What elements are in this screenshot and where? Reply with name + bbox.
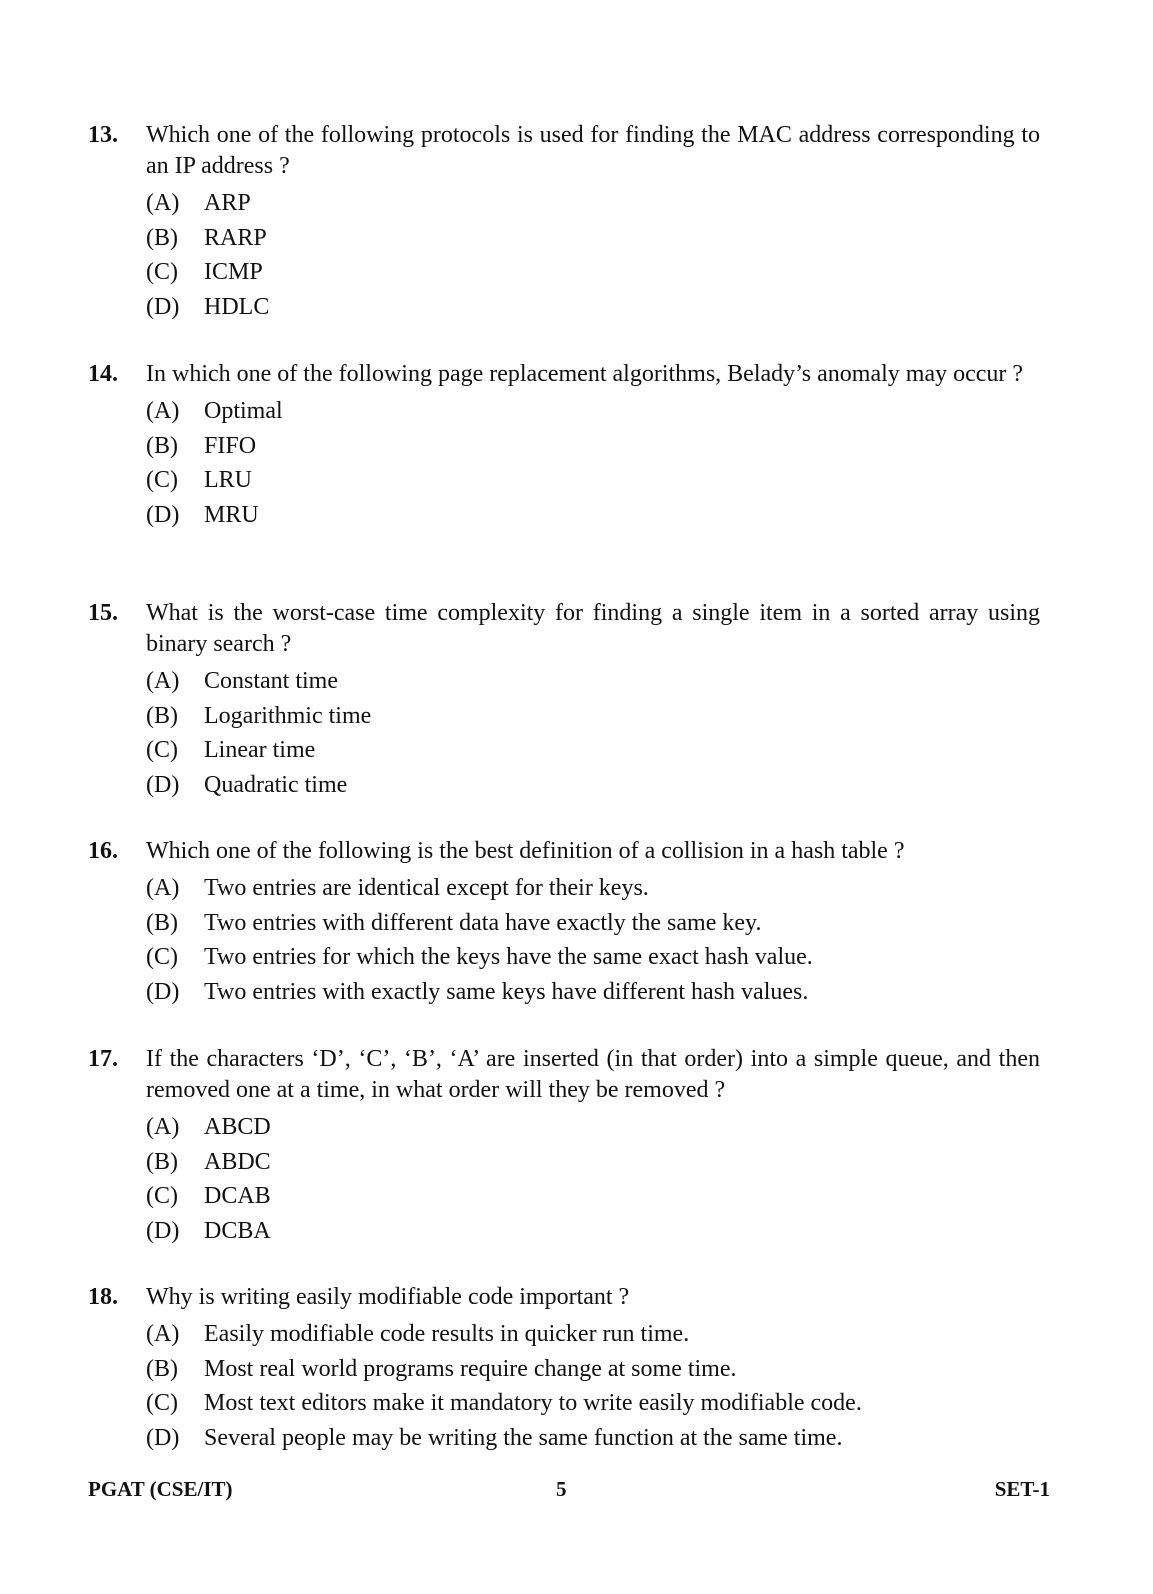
option — [146, 1179, 1040, 1214]
option — [146, 1386, 1040, 1421]
exam-code: PGAT (CSE/IT) — [88, 1477, 233, 1501]
option — [146, 1214, 1040, 1249]
option — [146, 768, 1040, 803]
question-number: 13. — [88, 122, 118, 148]
option — [146, 699, 1040, 734]
option-label: (A) — [146, 875, 180, 901]
option — [146, 463, 1040, 498]
question-number: 16. — [88, 838, 118, 864]
page-footer — [88, 1474, 1050, 1504]
question-text: Why is writing easily modifiable code important ? — [146, 1284, 630, 1310]
option-label: (C) — [146, 1183, 178, 1210]
question-number: 17. — [88, 1046, 118, 1072]
question-text: What is the worst-case time complexity for finding a single item in a sorted array using binary search ? — [146, 600, 1040, 657]
option-label: (C) — [146, 944, 178, 971]
option-label: (D) — [146, 771, 180, 798]
options-list — [146, 186, 1040, 324]
option-text: Most text editors make it mandatory to write easily modifiable code. — [204, 1390, 862, 1417]
options-list — [146, 1317, 1040, 1455]
option-label: (B) — [146, 1148, 178, 1175]
option — [146, 394, 1040, 429]
option-label: (D) — [146, 501, 180, 528]
question-number: 15. — [88, 600, 118, 626]
set-label: SET-1 — [994, 1477, 1050, 1501]
option-label: (C) — [146, 1390, 178, 1417]
question-text: If the characters ‘D’, ‘C’, ‘B’, ‘A’ are inserted (in that order) into a simple queue, and then removed one at a time, in what order will they be removed ? — [146, 1046, 1040, 1103]
option — [146, 1421, 1040, 1456]
option — [146, 255, 1040, 290]
option-text: Linear time — [204, 737, 316, 764]
option-label: (C) — [146, 259, 178, 286]
option-text: LRU — [204, 467, 252, 494]
option — [146, 1145, 1040, 1180]
options-list — [146, 871, 1040, 1009]
option — [146, 871, 1040, 906]
option-label: (C) — [146, 467, 178, 494]
option-text: Logarithmic time — [204, 702, 372, 729]
option-label: (B) — [146, 702, 178, 729]
question-15 — [88, 598, 1040, 802]
option-text: ICMP — [204, 259, 263, 286]
question-18 — [88, 1282, 1040, 1455]
option-label: (A) — [146, 398, 180, 424]
option — [146, 975, 1040, 1010]
option — [146, 186, 1040, 221]
question-number: 14. — [88, 361, 118, 387]
option-text: DCAB — [204, 1183, 271, 1210]
option-text: Constant time — [204, 668, 338, 694]
option-text: DCBA — [204, 1217, 271, 1244]
options-list — [146, 664, 1040, 802]
option-text: Most real world programs require change at some time. — [204, 1355, 737, 1382]
option-text: RARP — [204, 224, 267, 251]
option-label: (A) — [146, 1114, 180, 1140]
option-label: (A) — [146, 190, 180, 216]
page-number: 5 — [556, 1477, 567, 1501]
option — [146, 221, 1040, 256]
question-text: Which one of the following protocols is used for finding the MAC address corresponding to an IP address ? — [146, 122, 1040, 179]
question-17 — [88, 1044, 1040, 1248]
option-text: Two entries for which the keys have the same exact hash value. — [204, 944, 813, 971]
option — [146, 940, 1040, 975]
option-text: ARP — [204, 190, 251, 216]
option-text: FIFO — [204, 432, 257, 459]
option — [146, 733, 1040, 768]
option-text: Two entries with different data have exactly the same key. — [204, 909, 762, 936]
option — [146, 290, 1040, 325]
option-label: (C) — [146, 737, 178, 764]
option-label: (A) — [146, 668, 180, 694]
option-text: Two entries with exactly same keys have different hash values. — [204, 978, 809, 1005]
option-text: Optimal — [204, 398, 283, 424]
option-text: HDLC — [204, 293, 270, 320]
options-list — [146, 394, 1040, 532]
option — [146, 1352, 1040, 1387]
question-13 — [88, 120, 1040, 324]
option-text: Easily modifiable code results in quicker run time. — [204, 1321, 690, 1347]
question-text: Which one of the following is the best definition of a collision in a hash table ? — [146, 838, 905, 864]
option — [146, 498, 1040, 533]
option-text: Several people may be writing the same function at the same time. — [204, 1424, 843, 1451]
option-text: ABCD — [204, 1114, 271, 1140]
option-text: Quadratic time — [204, 771, 348, 798]
question-16 — [88, 836, 1040, 1009]
option-label: (B) — [146, 432, 178, 459]
option — [146, 429, 1040, 464]
option — [146, 1317, 1040, 1352]
option — [146, 906, 1040, 941]
option-label: (A) — [146, 1321, 180, 1347]
option-text: ABDC — [204, 1148, 271, 1175]
option-label: (B) — [146, 224, 178, 251]
option-label: (D) — [146, 293, 180, 320]
option-label: (B) — [146, 1355, 178, 1382]
options-list — [146, 1110, 1040, 1248]
question-14 — [88, 359, 1040, 532]
option-label: (D) — [146, 1424, 180, 1451]
option-text: MRU — [204, 501, 259, 528]
option — [146, 664, 1040, 699]
question-number: 18. — [88, 1284, 118, 1310]
question-text: In which one of the following page replacement algorithms, Belady’s anomaly may occur ? — [146, 361, 1024, 387]
option-text: Two entries are identical except for their keys. — [204, 875, 649, 901]
option-label: (D) — [146, 978, 180, 1005]
option-label: (B) — [146, 909, 178, 936]
option — [146, 1110, 1040, 1145]
option-label: (D) — [146, 1217, 180, 1244]
